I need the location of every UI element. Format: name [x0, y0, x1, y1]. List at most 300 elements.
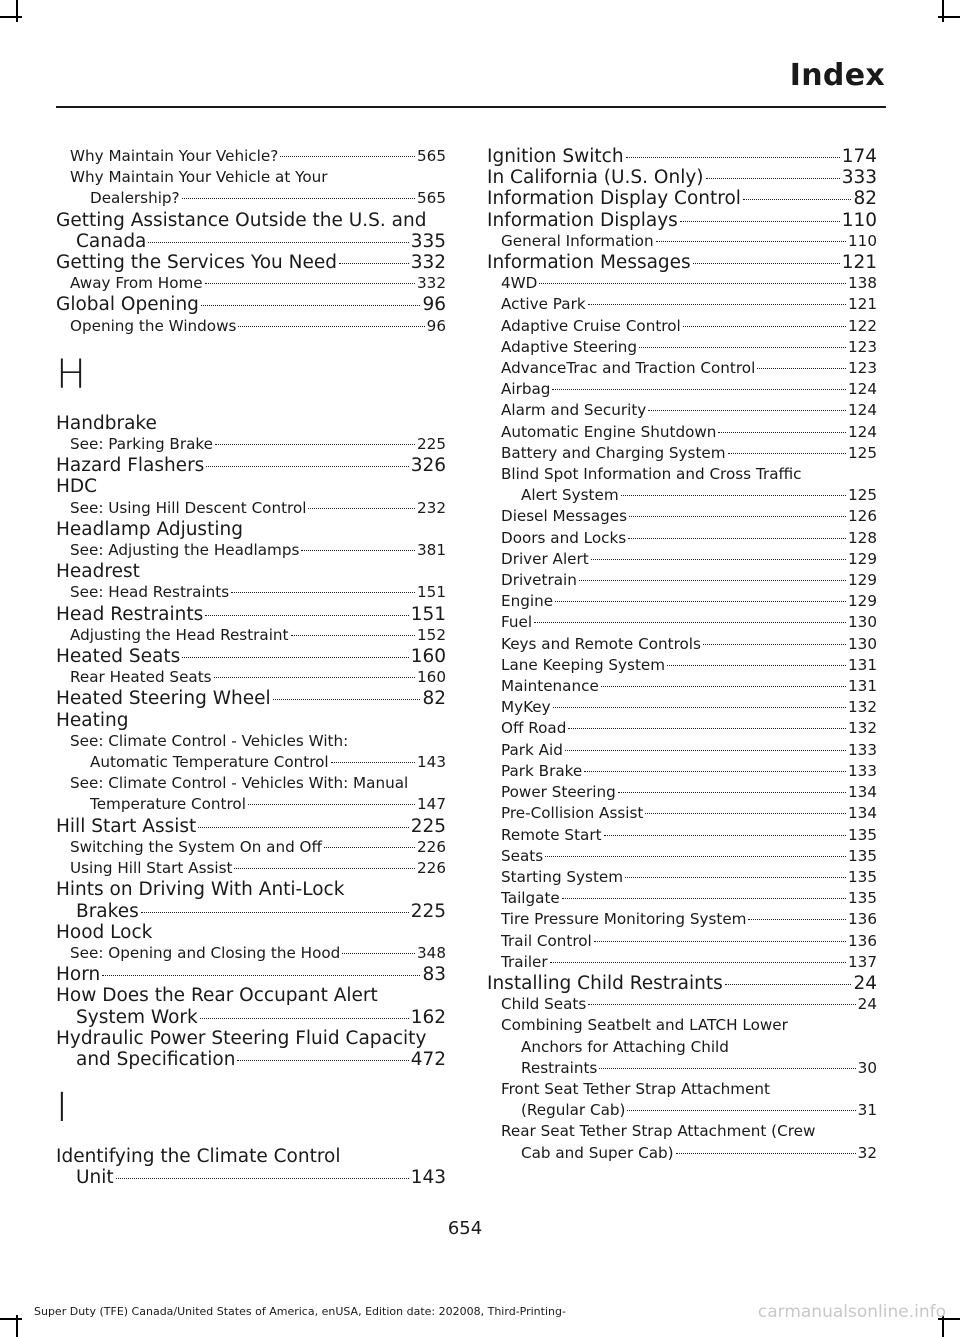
entry-text: Heated Seats	[56, 646, 181, 668]
entry-page: 225	[417, 435, 446, 454]
dot-leader	[562, 898, 846, 899]
entry-line	[487, 146, 877, 167]
index-subentry	[487, 1015, 877, 1079]
index-subentry	[56, 146, 446, 167]
entry-line	[501, 867, 877, 888]
index-subentry	[56, 773, 446, 815]
entry-page: 565	[417, 147, 446, 165]
entry-text: Installing Child Restraints	[487, 972, 723, 994]
entry-page: 110	[841, 209, 877, 231]
entry-page: 110	[848, 231, 877, 250]
entry-line	[501, 422, 877, 443]
dot-leader	[568, 728, 846, 729]
entry-page: 130	[848, 634, 877, 653]
entry-text: Hints on Driving With Anti-Lock	[56, 879, 345, 901]
entry-line	[501, 888, 877, 909]
entry-text: Remote Start	[501, 825, 602, 844]
entry-text: Automatic Temperature Control	[90, 753, 329, 772]
entry-text: Lane Keeping System	[501, 655, 666, 674]
dot-leader	[627, 1110, 855, 1111]
entry-text: Keys and Remote Controls	[501, 634, 701, 653]
dot-leader	[237, 1060, 408, 1061]
entry-text: Adaptive Cruise Control	[501, 316, 681, 335]
entry-page: 138	[848, 274, 877, 293]
entry-text: Tailgate	[501, 889, 560, 908]
entry-page: 134	[848, 783, 877, 802]
entry-page: 124	[848, 422, 877, 441]
entry-page: 96	[426, 316, 446, 335]
entry-text: Canada	[76, 230, 147, 252]
index-subentry	[487, 676, 877, 697]
entry-text: Driver Alert	[501, 549, 589, 568]
dot-leader	[205, 615, 408, 616]
entry-line	[56, 646, 446, 667]
dot-leader	[728, 453, 846, 454]
entry-text: Maintenance	[501, 677, 599, 696]
entry-line	[501, 485, 877, 506]
entry-text: See: Adjusting the Headlamps	[70, 541, 300, 560]
entry-text: Drivetrain	[501, 571, 577, 590]
dot-leader	[182, 657, 408, 658]
index-entry	[56, 252, 446, 273]
entry-text: Fuel	[501, 613, 533, 632]
entry-page: 160	[417, 668, 446, 687]
dot-leader	[231, 592, 415, 593]
entry-page: 129	[848, 571, 877, 590]
index-subentry	[487, 825, 877, 846]
entry-page: 133	[848, 761, 877, 780]
dot-leader	[214, 677, 415, 678]
entry-page: 143	[410, 1167, 446, 1189]
index-subentry	[487, 1121, 877, 1163]
entry-text: Rear Heated Seats	[70, 668, 212, 687]
entry-line	[70, 837, 446, 858]
entry-text: Power Steering	[501, 783, 616, 802]
entry-line	[487, 973, 877, 994]
entry-line	[501, 316, 877, 337]
index-subentry	[487, 612, 877, 633]
entry-text: See: Head Restraints	[70, 583, 230, 602]
entry-page: 123	[848, 337, 877, 356]
entry-text: Temperature Control	[90, 795, 246, 814]
entry-text: Opening the Windows	[70, 316, 237, 335]
entry-text: Getting Assistance Outside the U.S. and	[56, 209, 427, 231]
section-letter: I	[56, 1085, 68, 1132]
entry-page: 332	[417, 274, 446, 293]
index-subentry	[487, 528, 877, 549]
crop-mark	[0, 16, 22, 18]
dot-leader	[116, 1178, 409, 1179]
entry-line	[70, 434, 446, 455]
entry-line	[501, 231, 877, 252]
entry-text: Information Displays	[487, 209, 678, 231]
entry-line	[70, 582, 446, 603]
dot-leader	[234, 868, 415, 869]
entry-page: 332	[410, 252, 446, 274]
entry-page: 225	[410, 900, 446, 922]
index-subentry	[56, 731, 446, 773]
entry-text: Adjusting the Head Restraint	[70, 625, 289, 644]
entry-text: and Specification	[76, 1048, 236, 1070]
index-entry	[487, 167, 877, 188]
entry-page: 143	[417, 753, 446, 772]
entry-text: Headlamp Adjusting	[56, 518, 243, 540]
entry-text: Heated Steering Wheel	[56, 688, 271, 710]
entry-text: Unit	[76, 1167, 114, 1189]
index-subentry	[487, 231, 877, 252]
dot-leader	[621, 495, 846, 496]
entry-line	[501, 825, 877, 846]
entry-text: Head Restraints	[56, 603, 204, 625]
entry-line	[56, 1049, 446, 1070]
entry-page: 122	[848, 316, 877, 335]
entry-line	[56, 964, 446, 985]
entry-page: 333	[841, 167, 877, 189]
entry-line	[501, 1058, 877, 1079]
entry-page: 121	[848, 295, 877, 314]
page-number: 654	[447, 1218, 483, 1239]
entry-line	[501, 379, 877, 400]
entry-page: 24	[857, 995, 877, 1014]
dot-leader	[331, 762, 415, 763]
entry-text: Alert System	[521, 486, 619, 505]
entry-text: Park Brake	[501, 761, 583, 780]
entry-text: Front Seat Tether Strap Attachment	[501, 1079, 770, 1098]
index-entry	[487, 188, 877, 209]
entry-page: 226	[417, 859, 446, 878]
dot-leader	[625, 877, 846, 878]
entry-line	[70, 858, 446, 879]
index-subentry	[487, 549, 877, 570]
section-letter: H	[56, 351, 87, 398]
entry-line	[487, 252, 877, 273]
entry-text: HDC	[56, 476, 98, 498]
index-subentry	[487, 294, 877, 315]
entry-line	[56, 604, 446, 625]
entry-line	[56, 816, 446, 837]
entry-line	[70, 273, 446, 294]
dot-leader	[706, 178, 840, 179]
entry-text: Alarm and Security	[501, 401, 647, 420]
entry-text: Away From Home	[70, 274, 203, 293]
dot-leader	[565, 750, 846, 751]
index-entry	[56, 476, 446, 497]
entry-text: Hood Lock	[56, 921, 153, 943]
entry-line	[501, 846, 877, 867]
entry-text: Switching the System On and Off	[70, 837, 322, 856]
index-entry	[56, 413, 446, 434]
index-entry	[56, 879, 446, 921]
entry-page: 136	[848, 910, 877, 929]
dot-leader	[618, 792, 846, 793]
index-entry	[56, 688, 446, 709]
entry-text: Automatic Engine Shutdown	[501, 422, 717, 441]
entry-line	[501, 337, 877, 358]
dot-leader	[757, 368, 846, 369]
entry-line	[70, 667, 446, 688]
index-subentry	[56, 273, 446, 294]
index-subentry	[487, 931, 877, 952]
dot-leader	[308, 508, 415, 509]
entry-line	[70, 943, 446, 964]
dot-leader	[301, 550, 415, 551]
crop-mark	[938, 16, 960, 18]
entry-text: See: Using Hill Descent Control	[70, 498, 307, 517]
index-subentry	[56, 316, 446, 337]
entry-text: Trail Control	[501, 931, 592, 950]
entry-line	[501, 718, 877, 739]
entry-page: 160	[410, 646, 446, 668]
entry-text: Seats	[501, 846, 544, 865]
index-entry	[56, 985, 446, 1027]
footer-text: Super Duty (TFE) Canada/United States of America, enUSA, Edition date: 202008, Third-Printing-	[34, 1305, 566, 1318]
entry-line	[56, 1007, 446, 1028]
dot-leader	[545, 856, 846, 857]
index-entry	[487, 146, 877, 167]
entry-text: Active Park	[501, 295, 586, 314]
entry-text: Blind Spot Information and Cross Traffic	[501, 465, 802, 484]
index-subentry	[487, 634, 877, 655]
dot-leader	[238, 326, 424, 327]
entry-page: 130	[848, 613, 877, 632]
entry-line	[501, 697, 877, 718]
entry-text: Hill Start Assist	[56, 815, 197, 837]
entry-line	[501, 443, 877, 464]
entry-text: Heating	[56, 709, 129, 731]
entry-line	[501, 676, 877, 697]
entry-text: Trailer	[501, 952, 548, 971]
dot-leader	[555, 601, 846, 602]
dot-leader	[604, 835, 846, 836]
entry-line	[501, 761, 877, 782]
entry-text: Information Display Control	[487, 188, 741, 210]
entry-text: Rear Seat Tether Strap Attachment (Crew	[501, 1122, 816, 1141]
entry-page: 381	[417, 541, 446, 560]
dot-leader	[539, 283, 846, 284]
entry-line	[501, 803, 877, 824]
dot-leader	[594, 941, 846, 942]
entry-page: 162	[410, 1006, 446, 1028]
entry-line	[487, 167, 877, 188]
crop-mark	[16, 0, 18, 22]
entry-page: 129	[848, 549, 877, 568]
dot-leader	[273, 699, 421, 700]
entry-text: Cab and Super Cab)	[521, 1143, 674, 1162]
entry-text: See: Opening and Closing the Hood	[70, 943, 341, 962]
index-subentry	[487, 994, 877, 1015]
dot-leader	[718, 432, 846, 433]
entry-page: 132	[848, 698, 877, 717]
index-subentry	[487, 273, 877, 294]
index-subentry	[56, 837, 446, 858]
entry-page: 151	[410, 603, 446, 625]
entry-page: 125	[848, 443, 877, 462]
dot-leader	[553, 707, 846, 708]
entry-page: 134	[848, 804, 877, 823]
index-subentry	[487, 909, 877, 930]
dot-leader	[339, 263, 409, 264]
entry-page: 137	[848, 952, 877, 971]
entry-line	[501, 570, 877, 591]
entry-page: 96	[422, 294, 446, 316]
entry-line	[501, 528, 877, 549]
index-subentry	[487, 358, 877, 379]
entry-line	[70, 540, 446, 561]
watermark: carmanualsonline.info	[757, 1302, 946, 1322]
entry-text: In California (U.S. Only)	[487, 167, 704, 189]
dot-leader	[591, 559, 846, 560]
index-entry	[56, 1028, 446, 1070]
index-entry	[56, 922, 446, 943]
entry-line	[56, 901, 446, 922]
dot-leader	[676, 1153, 856, 1154]
entry-text: System Work	[76, 1006, 198, 1028]
index-subentry	[487, 655, 877, 676]
dot-leader	[599, 1068, 855, 1069]
dot-leader	[656, 241, 846, 242]
entry-text: Diesel Messages	[501, 507, 628, 526]
entry-page: 226	[417, 837, 446, 856]
dot-leader	[324, 847, 415, 848]
index-subentry	[487, 422, 877, 443]
entry-page: 129	[848, 592, 877, 611]
entry-line	[501, 782, 877, 803]
index-entry	[56, 710, 446, 731]
entry-line	[501, 358, 877, 379]
entry-page: 174	[841, 146, 877, 167]
entry-text: Ignition Switch	[487, 146, 624, 167]
dot-leader	[626, 157, 840, 158]
entry-text: Doors and Locks	[501, 528, 627, 547]
dot-leader	[725, 984, 852, 985]
index-subentry	[487, 443, 877, 464]
entry-line	[56, 294, 446, 315]
entry-text: Park Aid	[501, 740, 563, 759]
crop-mark	[942, 0, 944, 22]
entry-text: Hazard Flashers	[56, 455, 205, 477]
entry-page: 131	[848, 655, 877, 674]
header-divider	[56, 106, 886, 108]
index-entry	[487, 252, 877, 273]
entry-line	[501, 740, 877, 761]
entry-text: Identifying the Climate Control	[56, 1146, 341, 1168]
entry-line	[501, 931, 877, 952]
index-subentry	[487, 1079, 877, 1121]
entry-page: 124	[848, 380, 877, 399]
entry-line	[70, 625, 446, 646]
entry-page: 565	[417, 189, 446, 208]
entry-page: 232	[417, 498, 446, 517]
entry-page: 135	[848, 825, 877, 844]
index-subentry	[56, 943, 446, 964]
entry-page: 82	[853, 188, 877, 210]
entry-page: 151	[417, 583, 446, 602]
dot-leader	[579, 580, 846, 581]
dot-leader	[550, 962, 846, 963]
entry-page: 24	[853, 972, 877, 994]
entry-line	[56, 688, 446, 709]
entry-text: Brakes	[76, 900, 139, 922]
entry-page: 348	[417, 943, 446, 962]
entry-page: 32	[857, 1143, 877, 1162]
dot-leader	[552, 389, 846, 390]
dot-leader	[645, 813, 846, 814]
entry-page: 135	[848, 867, 877, 886]
dot-leader	[743, 199, 852, 200]
entry-text: Handbrake	[56, 412, 157, 434]
index-column-left	[56, 146, 446, 1189]
index-entry	[56, 604, 446, 625]
entry-line	[501, 952, 877, 973]
entry-page: 326	[410, 455, 446, 477]
entry-text: How Does the Rear Occupant Alert	[56, 985, 378, 1007]
entry-page: 131	[848, 677, 877, 696]
index-entry	[56, 210, 446, 252]
dot-leader	[198, 827, 408, 828]
dot-leader	[601, 686, 846, 687]
entry-line	[56, 231, 446, 252]
entry-text: Pre-Collision Assist	[501, 804, 644, 823]
entry-text: Why Maintain Your Vehicle at Your	[70, 168, 328, 187]
entry-text: Off Road	[501, 719, 567, 738]
dot-leader	[748, 919, 846, 920]
entry-line	[501, 273, 877, 294]
entry-page: 31	[857, 1101, 877, 1120]
index-subentry	[56, 582, 446, 603]
entry-text: Horn	[56, 964, 101, 986]
index-subentry	[56, 167, 446, 209]
index-entry	[487, 210, 877, 231]
dot-leader	[182, 198, 415, 199]
entry-text: Hydraulic Power Steering Fluid Capacity	[56, 1027, 427, 1049]
page-title: Index	[789, 58, 885, 93]
index-entry	[56, 561, 446, 582]
index-subentry	[56, 625, 446, 646]
entry-page: 152	[417, 625, 446, 644]
entry-line	[501, 591, 877, 612]
dot-leader	[215, 444, 415, 445]
index-subentry	[487, 782, 877, 803]
entry-line	[501, 549, 877, 570]
entry-text: Airbag	[501, 380, 551, 399]
index-subentry	[487, 506, 877, 527]
entry-text: See: Climate Control - Vehicles With: Manual	[70, 774, 409, 793]
dot-leader	[534, 622, 846, 623]
entry-line	[501, 400, 877, 421]
entry-line	[56, 252, 446, 273]
entry-text: Child Seats	[501, 995, 587, 1014]
dot-leader	[703, 644, 846, 645]
entry-line	[70, 316, 446, 337]
index-subentry	[487, 337, 877, 358]
entry-page: 135	[848, 846, 877, 865]
entry-page: 128	[848, 528, 877, 547]
entry-text: Engine	[501, 592, 554, 611]
index-entry	[56, 519, 446, 540]
index-subentry	[487, 803, 877, 824]
index-subentry	[487, 379, 877, 400]
entry-text: Anchors for Attaching Child	[521, 1037, 729, 1056]
entry-line	[70, 794, 446, 815]
entry-page: 135	[848, 889, 877, 908]
dot-leader	[667, 665, 846, 666]
dot-leader	[205, 283, 415, 284]
dot-leader	[588, 304, 846, 305]
entry-line	[501, 506, 877, 527]
entry-text: See: Parking Brake	[70, 435, 213, 454]
entry-page: 225	[410, 815, 446, 837]
index-entry	[56, 455, 446, 476]
